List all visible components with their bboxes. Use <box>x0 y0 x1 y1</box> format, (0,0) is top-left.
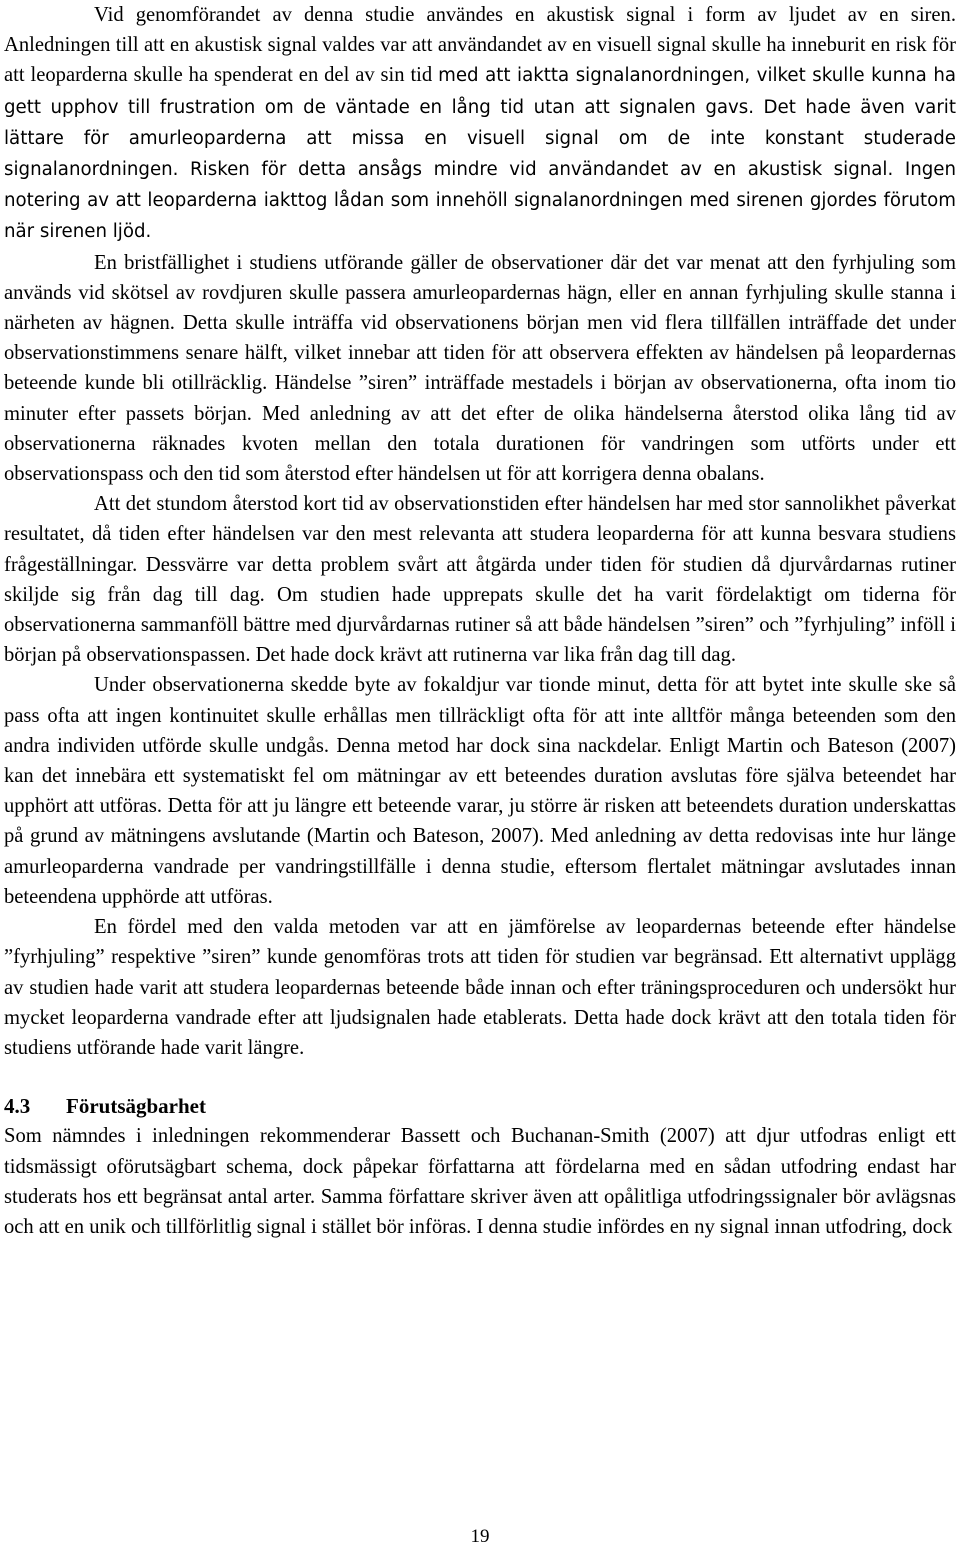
paragraph-acoustic-signal <box>4 0 956 248</box>
text-run: Att det stundom återstod kort tid av observationstiden efter händelsen har med stor sannolikhet påverkat resultatet, då tiden efter händelsen var den mest relevanta att studera leoparderna för att kunna besvara studiens frågeställningar. Dessvärre var detta problem svårt att åtgärda under tiden för studien då djurvårdarnas rutiner skiljde sig från dag till dag. Om studien hade upprepats skulle det ha varit fördelaktigt om tiderna för observationerna sammanföll bättre med djurvårdarnas rutiner så att både händelsen ”siren” och ”fyrhjuling” inföll i början på observationspassen. Det hade dock krävt att rutinerna var lika från dag till dag. <box>4 493 956 667</box>
text-run: En bristfällighet i studiens utförande gäller de observationer där det var menat att den fyrhjuling som används vid skötsel av rovdjuren skulle passera amurleopardernas hägn, eller en annan fyrhjuling skulle stanna i närheten av hägnen. Detta skulle inträffa vid observationens början men vid flera tillfällen inträffade det under observationstimmens senare hälft, vilket innebar att tiden för att observera effekten av händelsen på leopardernas beteende kunde bli otillräcklig. Händelse ”siren” inträffade mestadels i början av observationerna, ofta inom tio minuter efter passets början. Med anledning av att det efter de olika händelserna återstod olika lång tid av observationerna räknades kvoten mellan den totala durationen för vandringen som utförts under ett observationspass och den tid som återstod efter händelsen ut för att korrigera denna obalans. <box>4 251 956 486</box>
paragraph-observation-flaw <box>4 248 956 490</box>
section-heading <box>4 1091 956 1121</box>
text-run: Vid genomförandet av denna studie användes en akustisk signal i form av ljudet av en siren. Anledningen till att en akustisk signal valdes var att användandet av en visuell signal skulle ha inneburit en risk för att leoparderna skulle ha spenderat en del av sin tid <box>4 4 956 87</box>
text-run: med att iaktta signalanordningen, vilket skulle kunna ha gett upphov till frustration om de väntade en lång tid utan att signalen gavs. Det hade även varit lättare för amurleoparderna att missa en visuell signal om de inte konstant studerade signalanordningen. Risken för detta ansågs mindre vid användandet av en akustisk signal. Ingen notering av att leoparderna iakttog lådan som innehöll signalanordningen med sirenen gjordes förutom när sirenen ljöd. <box>4 65 956 243</box>
section-number: 4.3 <box>4 1094 31 1119</box>
paragraph-method-advantage <box>4 912 956 1063</box>
text-run: En fördel med den valda metoden var att en jämförelse av leopardernas beteende efter händelse ”fyrhjuling” respektive ”siren” kunde genomföras trots att tiden för studien var begränsad. Ett alternativt upplägg av studien hade varit att studera leopardernas beteende både innan och efter träningsproceduren och undersökt hur mycket leoparderna vandrade efter att ljudsignalen hade etablerats. Detta hade dock krävt att den totala tiden för studiens utförande hade varit längre. <box>4 916 956 1059</box>
paragraph-remaining-time <box>4 489 956 670</box>
paragraph-focal-animal <box>4 670 956 912</box>
section-title: Förutsägbarhet <box>66 1094 206 1119</box>
text-run: Som nämndes i inledningen rekommenderar Bassett och Buchanan-Smith (2007) att djur utfodras enligt ett tidsmässigt oförutsägbart schema, dock påpekar författarna att fördelarna med en sådan utfodring endast har studerats hos ett begränsat antal arter. Samma författare skriver även att opålitliga utfodringssignaler bör avlägsnas och att en unik och tillförlitlig signal i stället bör införas. I denna studie infördes en ny signal innan utfodring, dock <box>4 1125 956 1238</box>
paragraph-predictability <box>4 1121 956 1242</box>
text-run: Under observationerna skedde byte av fokaldjur var tionde minut, detta för att bytet inte skulle ske så pass ofta att ingen kontinuitet skulle erhållas men tillräckligt ofta för att inte alltför många beteenden som den andra individen utförde skulle undgås. Denna metod har dock sina nackdelar. Enligt Martin och Bateson (2007) kan det innebära ett systematiskt fel om mätningar av ett beteendes duration avslutas före själva beteendet har upphört att utföras. Detta för att ju längre ett beteende varar, ju större är risken att beteendets duration underskattas på grund av mätningens avslutande (Martin och Bateson, 2007). Med anledning av detta redovisas inte hur länge amurleoparderna vandrade per vandringstillfälle i denna studie, eftersom flertalet mätningar avslutades innan beteendena upphörde att utföras. <box>4 674 956 908</box>
page-number: 19 <box>470 1526 490 1547</box>
document-page <box>4 0 956 1242</box>
